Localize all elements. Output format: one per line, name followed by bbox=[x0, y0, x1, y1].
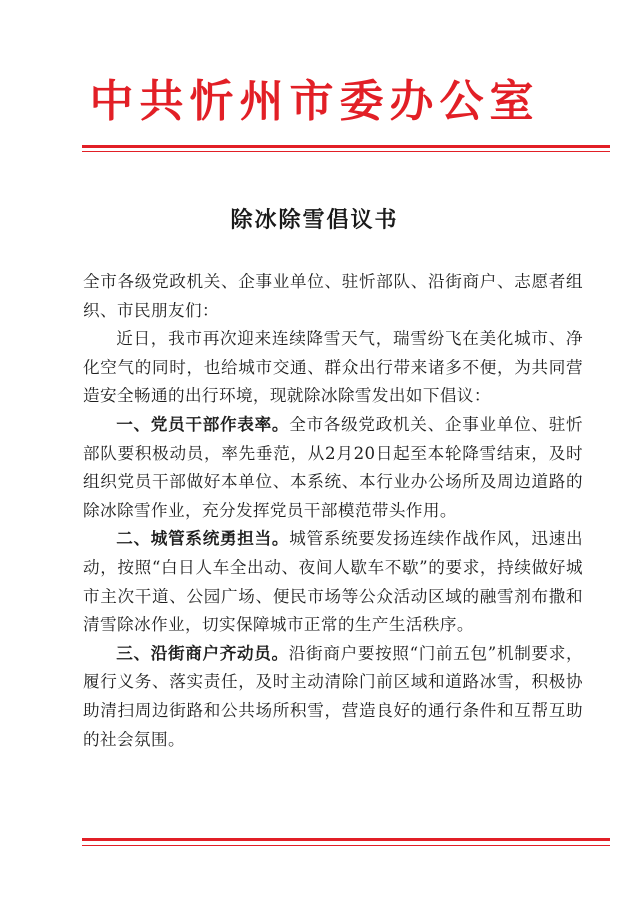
document-body bbox=[83, 268, 583, 754]
letterhead-title: 中共忻州市委办公室 bbox=[89, 76, 540, 127]
section-paragraph-1 bbox=[83, 411, 583, 525]
document-title: 除冰除雪倡议书 bbox=[230, 207, 399, 233]
salutation: 全市各级党政机关、企事业单位、驻忻部队、沿街商户、志愿者组织、市民朋友们： bbox=[83, 272, 583, 320]
footer-rule-thick bbox=[82, 838, 610, 841]
intro-paragraph: 近日，我市再次迎来连续降雪天气，瑞雪纷飞在美化城市、净化空气的同时，也给城市交通、群众出行带来诸多不便，为共同营造安全畅通的出行环境，现就除冰除雪发出如下倡议： bbox=[83, 329, 583, 406]
section-heading-3: 三、沿街商户齐动员。 bbox=[116, 643, 289, 663]
section-paragraph-2 bbox=[83, 525, 583, 639]
section-paragraph-3 bbox=[83, 640, 583, 754]
letterhead-rule-thick bbox=[82, 145, 610, 148]
footer-rule-thin bbox=[82, 845, 610, 846]
section-heading-1: 一、党员干部作表率。 bbox=[116, 414, 290, 434]
section-heading-2: 二、城管系统勇担当。 bbox=[116, 529, 290, 549]
section-text-2: 城管系统要发扬连续作战作风，迅速出动，按照“白日人车全出动、夜间人歇车不歇”的要求，持续做好城市主次干道、公园广场、便民市场等公众活动区域的融雪剂布撒和清雪除冰作业，切实保障城市正常的生产生活秩序。 bbox=[83, 529, 583, 635]
letterhead-rule-thin bbox=[82, 151, 610, 152]
section-text-3: 沿街商户要按照“门前五包”机制要求，履行义务、落实责任，及时主动清除门前区域和道路冰雪，积极协助清扫周边街路和公共场所积雪，营造良好的通行条件和互帮互助的社会氛围。 bbox=[83, 643, 583, 749]
section-text-1: 全市各级党政机关、企事业单位、驻忻部队要积极动员，率先垂范，从2月20日起至本轮降雪结束，及时组织党员干部做好本单位、本系统、本行业办公场所及周边道路的除冰除雪作业，充分发挥党员干部模范带头作用。 bbox=[83, 414, 583, 520]
